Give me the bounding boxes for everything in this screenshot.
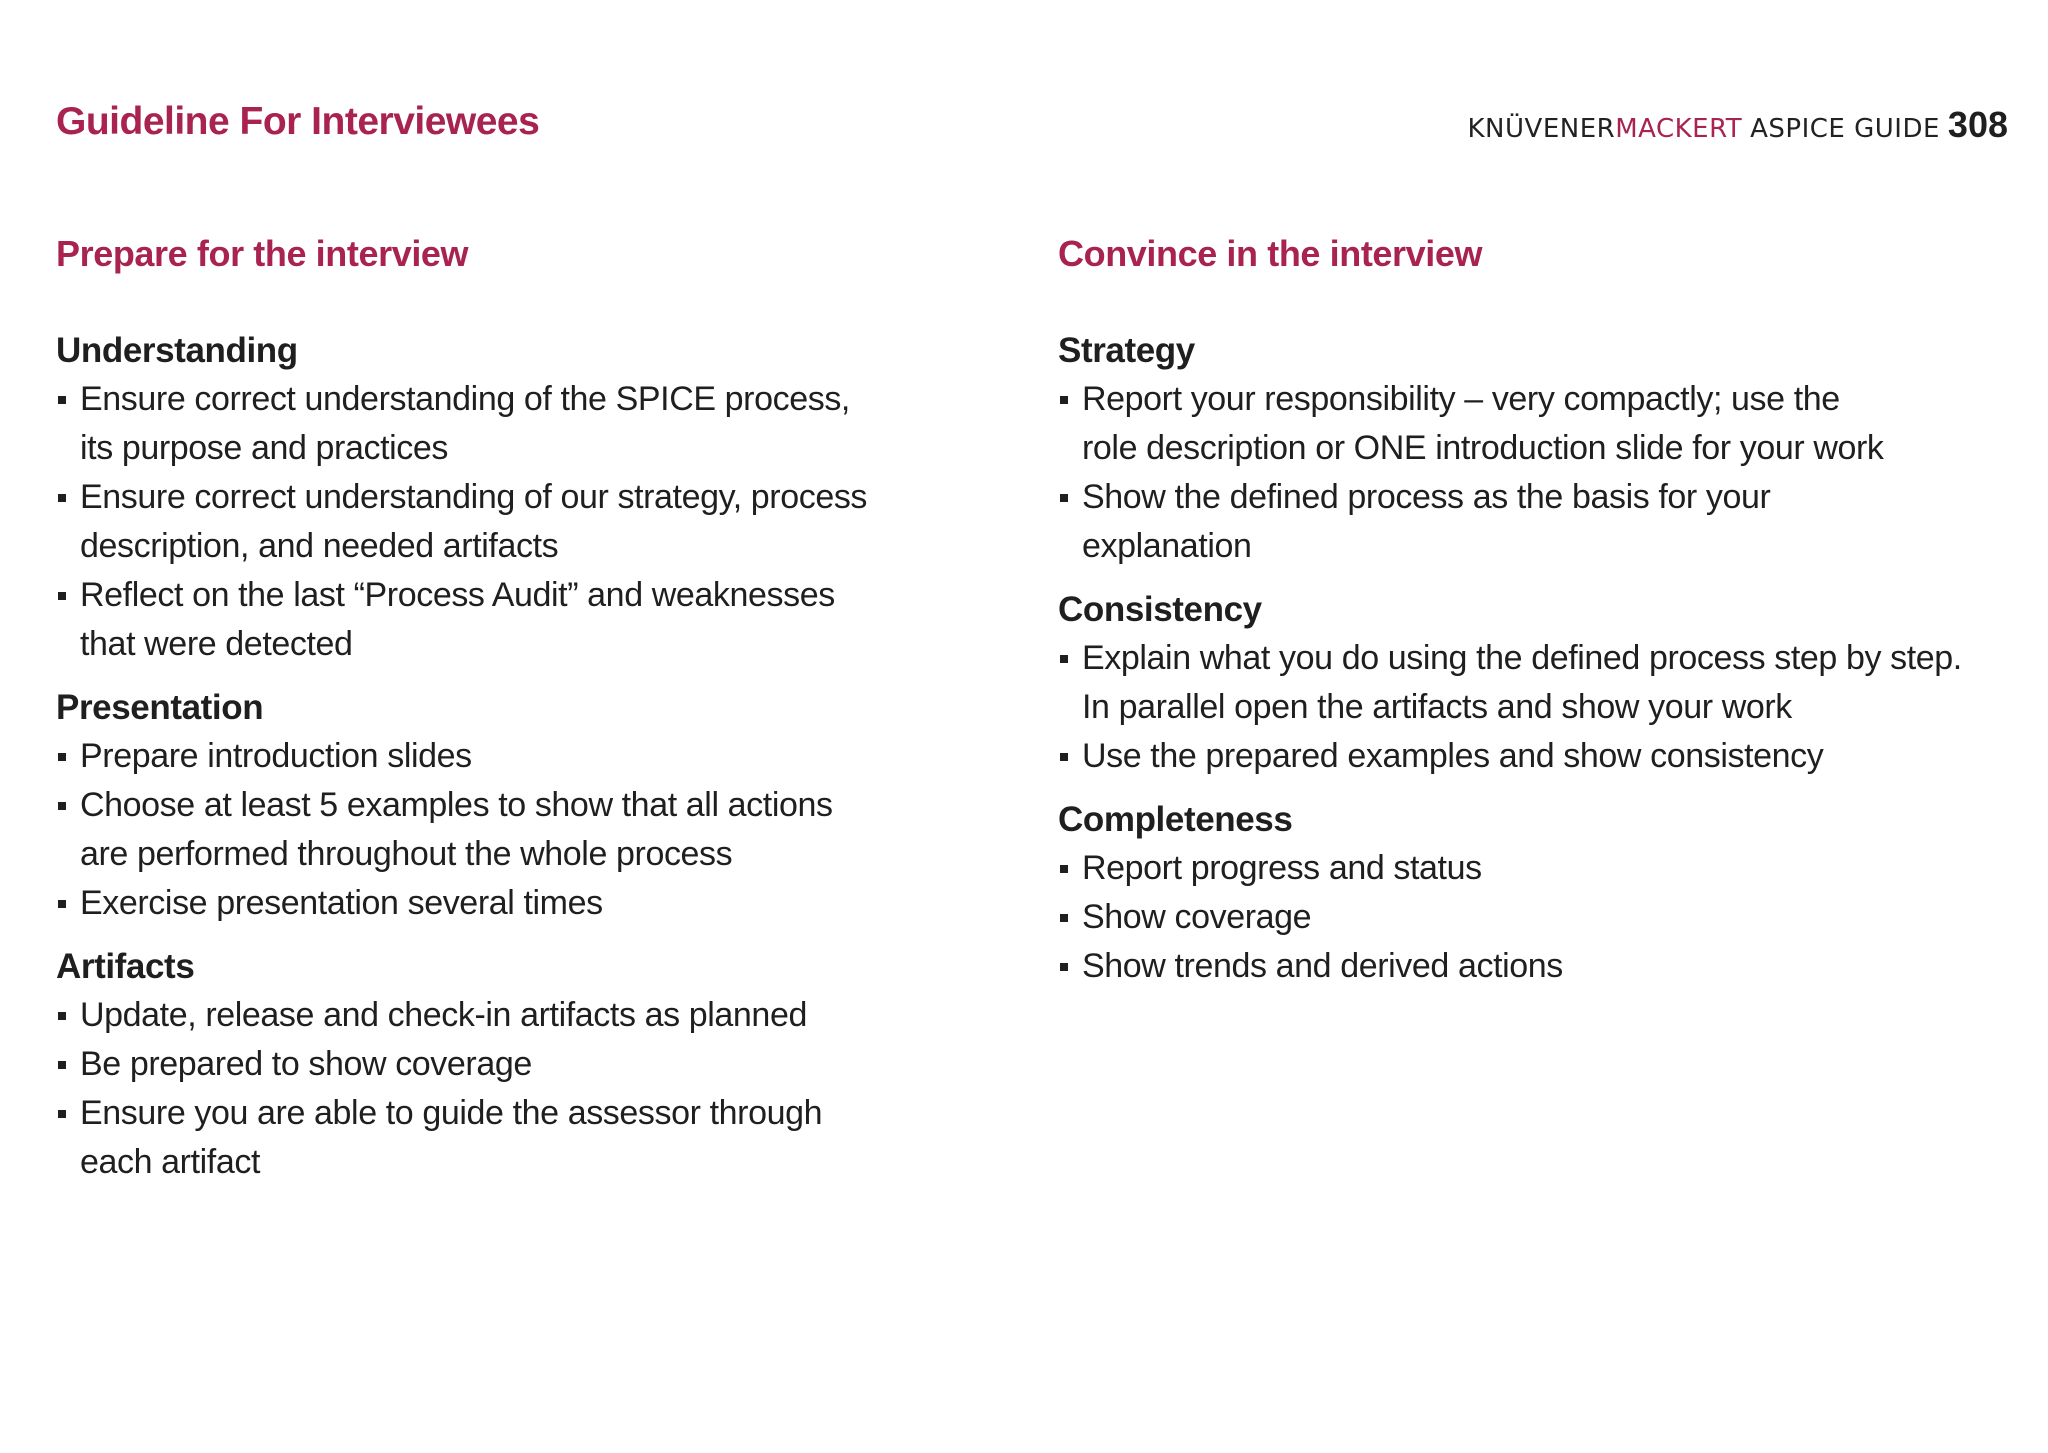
- bullet-text-line: Be prepared to show coverage: [80, 1045, 532, 1083]
- bullet-text-line: each artifact: [80, 1143, 261, 1181]
- bullet-item: [56, 1089, 996, 1187]
- bullet-text-line: Update, release and check-in artifacts as planned: [80, 996, 807, 1034]
- section-title: Understanding: [56, 331, 298, 370]
- bullet-list: [1058, 375, 1998, 571]
- bullet-item: [56, 879, 996, 928]
- bullet-text-line: its purpose and practices: [80, 429, 448, 467]
- bullet-list: [1058, 634, 1998, 781]
- bullet-text-line: Report your responsibility – very compactly; use the: [1082, 380, 1840, 418]
- bullet-text-line: Explain what you do using the defined process step by step.: [1082, 639, 1962, 677]
- bullet-text-line: Ensure you are able to guide the assessor through: [80, 1094, 823, 1132]
- left-sections: [56, 326, 996, 1187]
- bullet-text-line: are performed throughout the whole process: [80, 835, 733, 873]
- bullet-text-line: role description or ONE introduction slide for your work: [1082, 429, 1884, 467]
- bullet-text-line: Ensure correct understanding of the SPICE process,: [80, 380, 850, 418]
- bullet-item: [1058, 634, 1998, 732]
- bullet-item: [56, 732, 996, 781]
- bullet-item: [1058, 942, 1998, 991]
- section-title: Consistency: [1058, 590, 1262, 629]
- bullet-text-line: description, and needed artifacts: [80, 527, 559, 565]
- bullet-item: [1058, 732, 1998, 781]
- bullet-text-line: Choose at least 5 examples to show that all actions: [80, 786, 833, 824]
- section-completeness: [1058, 795, 1998, 991]
- bullet-text-line: Show coverage: [1082, 898, 1312, 936]
- bullet-item: [56, 473, 996, 571]
- bullet-text-line: Show trends and derived actions: [1082, 947, 1563, 985]
- section-strategy: [1058, 326, 1998, 571]
- page-number: 308: [1947, 104, 2008, 145]
- bullet-text-line: Exercise presentation several times: [80, 884, 603, 922]
- right-column: [1058, 232, 1998, 1005]
- brand-name-part2: MACKERT: [1615, 114, 1743, 144]
- section-presentation: [56, 683, 996, 928]
- bullet-item: [56, 781, 996, 879]
- left-column: [56, 232, 996, 1201]
- bullet-list: [56, 732, 996, 928]
- bullet-text-line: Show the defined process as the basis for your: [1082, 478, 1771, 516]
- section-title: Completeness: [1058, 800, 1293, 839]
- section-artifacts: [56, 942, 996, 1187]
- page-title: Guideline For Interviewees: [56, 100, 540, 143]
- bullet-item: [56, 1040, 996, 1089]
- right-sections: [1058, 326, 1998, 991]
- brand-guide-label: ASPICE GUIDE: [1750, 114, 1940, 144]
- section-title: Strategy: [1058, 331, 1195, 370]
- section-understanding: [56, 326, 996, 669]
- section-consistency: [1058, 585, 1998, 781]
- brand-name-part1: KNÜVENER: [1467, 114, 1616, 144]
- bullet-item: [56, 571, 996, 669]
- bullet-text-line: explanation: [1082, 527, 1252, 565]
- bullet-text-line: Ensure correct understanding of our strategy, process: [80, 478, 868, 516]
- bullet-item: [1058, 844, 1998, 893]
- brand-header: [1468, 104, 2009, 146]
- bullet-item: [56, 991, 996, 1040]
- bullet-list: [56, 375, 996, 669]
- bullet-text-line: Report progress and status: [1082, 849, 1482, 887]
- bullet-text-line: Use the prepared examples and show consistency: [1082, 737, 1824, 775]
- bullet-item: [1058, 893, 1998, 942]
- section-title: Presentation: [56, 688, 264, 727]
- bullet-item: [1058, 473, 1998, 571]
- bullet-list: [1058, 844, 1998, 991]
- left-column-heading: Prepare for the interview: [56, 233, 469, 274]
- bullet-item: [56, 375, 996, 473]
- right-column-heading: Convince in the interview: [1058, 233, 1483, 274]
- bullet-text-line: Reflect on the last “Process Audit” and weaknesses: [80, 576, 835, 614]
- bullet-text-line: In parallel open the artifacts and show your work: [1082, 688, 1792, 726]
- bullet-text-line: that were detected: [80, 625, 353, 663]
- bullet-item: [1058, 375, 1998, 473]
- bullet-list: [56, 991, 996, 1187]
- bullet-text-line: Prepare introduction slides: [80, 737, 472, 775]
- section-title: Artifacts: [56, 947, 195, 986]
